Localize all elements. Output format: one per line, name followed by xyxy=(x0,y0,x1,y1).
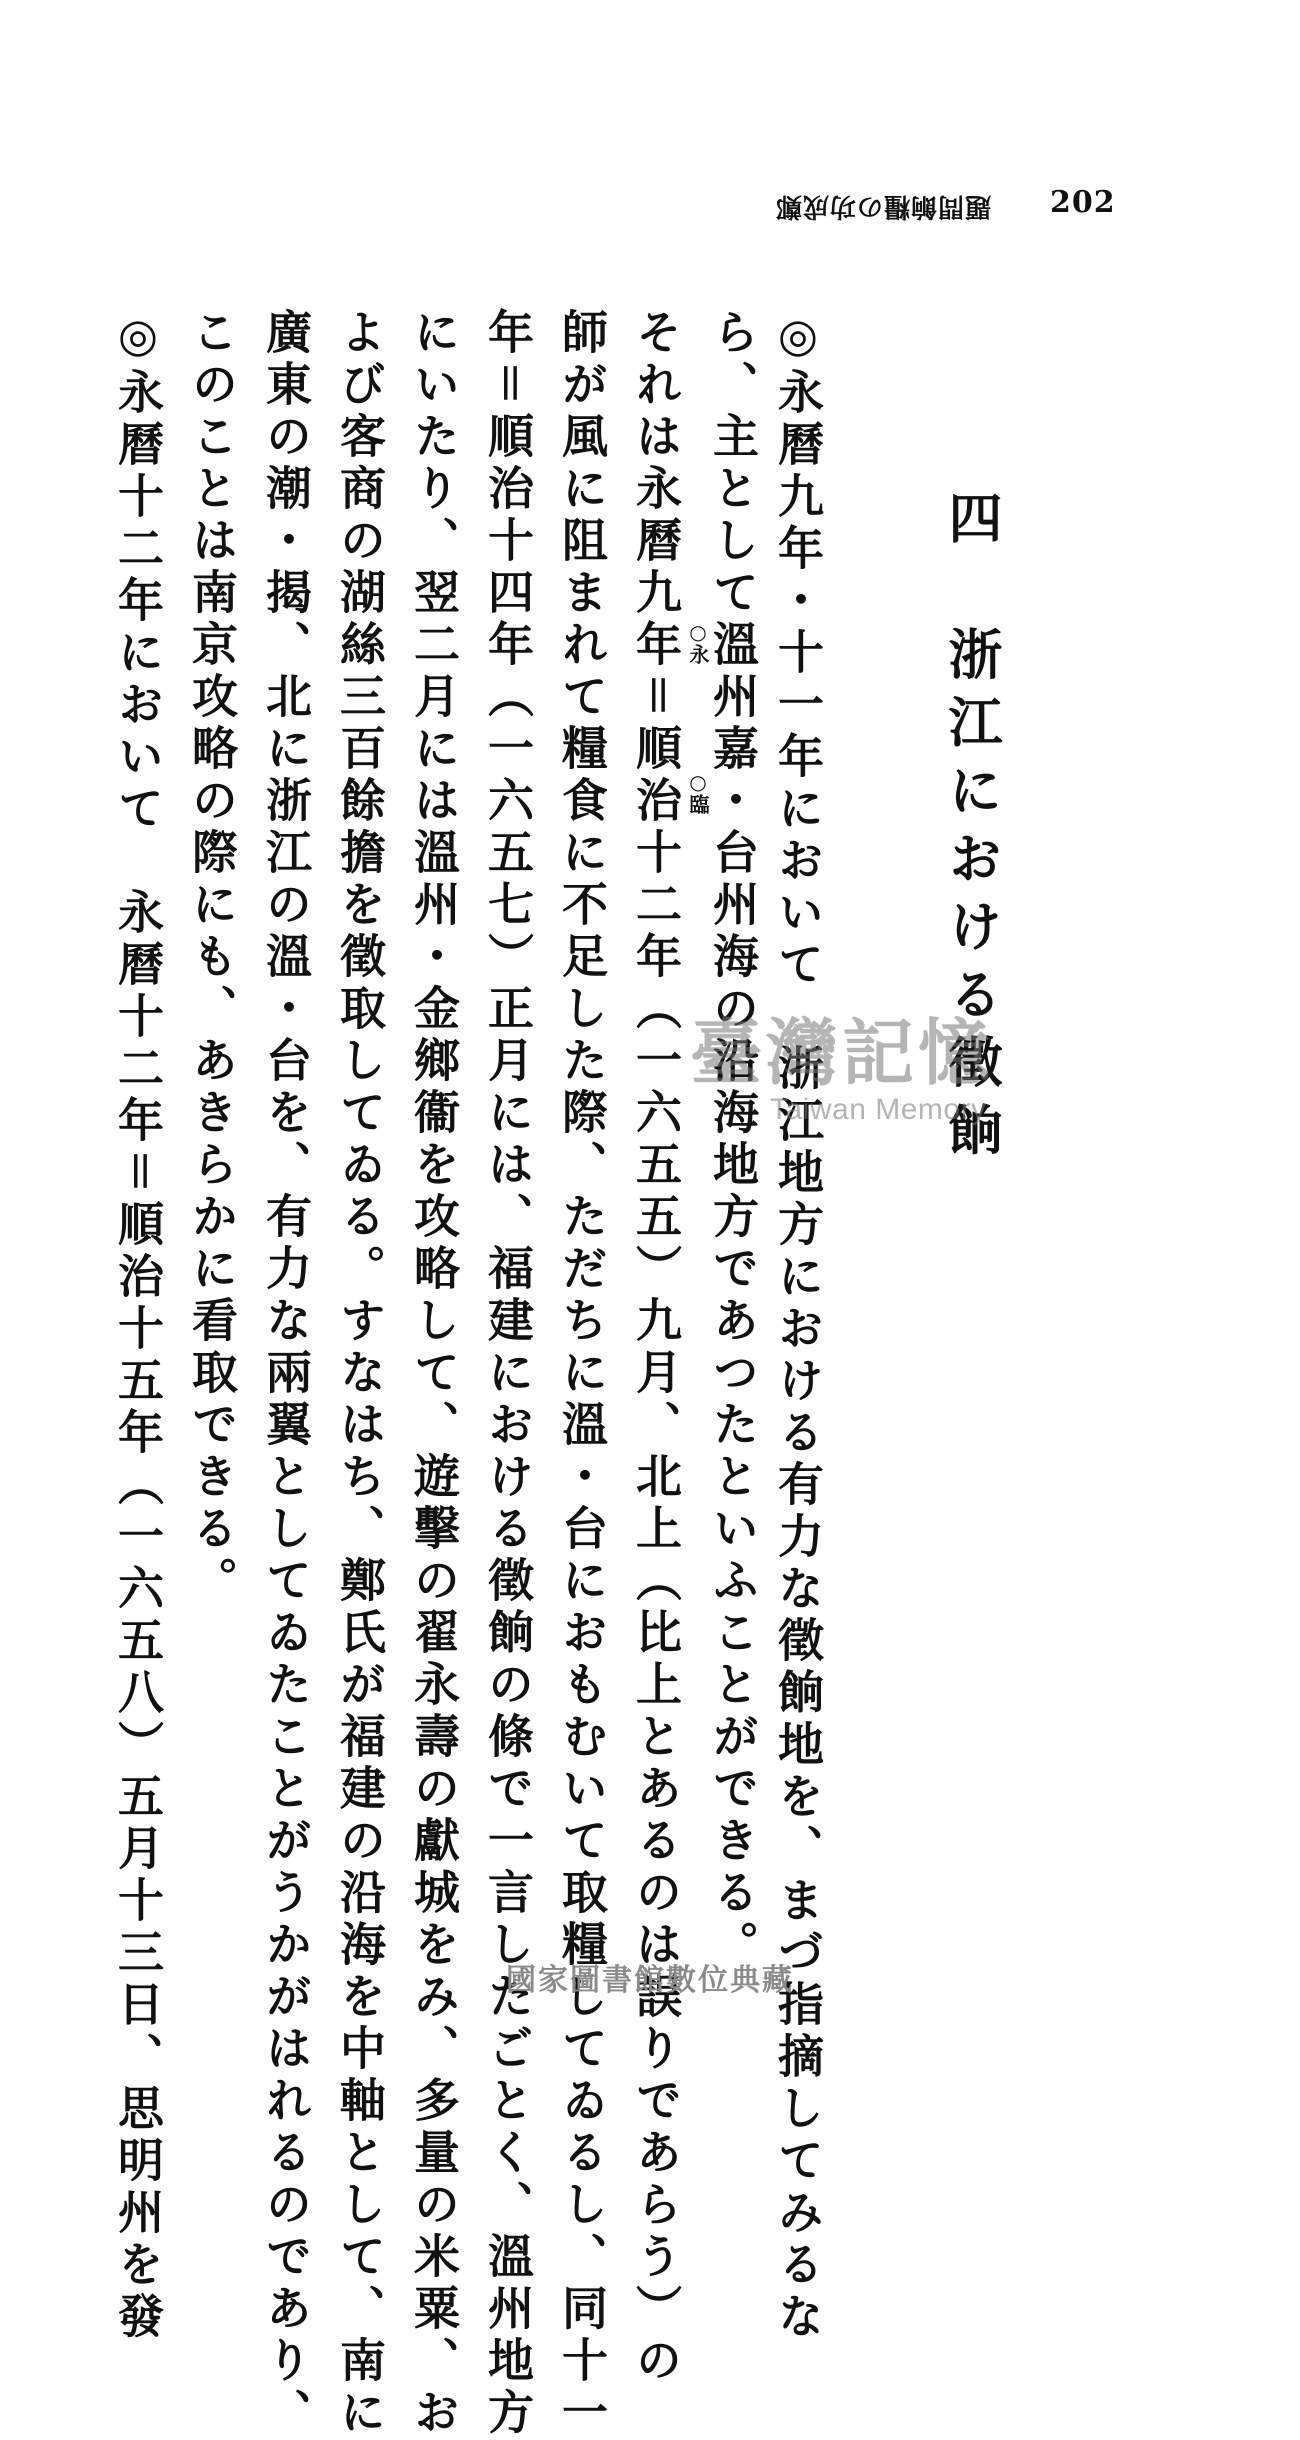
text-column-9: このことは南京攻略の際にも、あきらかに看取できる。 xyxy=(185,308,239,1608)
text-column-8: 廣東の潮・揭、北に浙江の溫・台を、有力な兩翼としてゐたことがうかがはれるのであり、 xyxy=(259,308,313,2440)
running-head: 題問餉糧の功成鄭 xyxy=(775,191,992,221)
watermark-logo-subtitle: Taiwan Memory xyxy=(770,1093,987,1126)
text-column-6: にいたり、翌二月には溫州・金鄉衞を攻略して、遊擊の翟永壽の獻城をみ、多量の米粟、お xyxy=(407,308,461,2440)
page-number: 202 xyxy=(1050,185,1116,220)
text-column-2: ら、主として溫州嘉・台州海の沿海地方であつたといふことができる。 xyxy=(706,308,760,1972)
watermark-logo-text: 臺灣記憶 xyxy=(690,1010,995,1095)
text-column-1: ◎永曆九年・十一年において 浙江地方における有力な徵餉地を、まづ指摘してみるな xyxy=(771,308,825,2344)
section-heading: 四 浙江における徵餉 xyxy=(940,490,1004,1170)
interlinear-note-1: ○永 xyxy=(686,620,710,664)
text-column-4: 師が風に阻まれて糧食に不足した際、ただちに溫・台におもむいて取糧してゐるし、同十一 xyxy=(555,308,609,2440)
taiwan-memory-watermark xyxy=(690,995,1070,1135)
text-column-10: ◎永曆十二年において 永曆十二年＝順治十五年（一六五八）五月十三日、思明州を發 xyxy=(111,308,165,2344)
interlinear-note-2: ○臨 xyxy=(686,770,710,814)
library-footer: 國家圖書館數位典藏 xyxy=(506,1963,794,1998)
text-column-5: 年＝順治十四年（一六五七）正月には、福建における徵餉の條で一言したごとく、溫州地方 xyxy=(481,308,535,2440)
text-column-3: それは永曆九年＝順治十二年（一六五五）九月、北上（比上とあるのは誤りであらう）の xyxy=(629,308,683,2388)
text-column-7: よび客商の湖絲三百餘擔を徵取してゐる。すなはち、鄭氏が福建の沿海を中軸として、南に xyxy=(333,308,387,2440)
